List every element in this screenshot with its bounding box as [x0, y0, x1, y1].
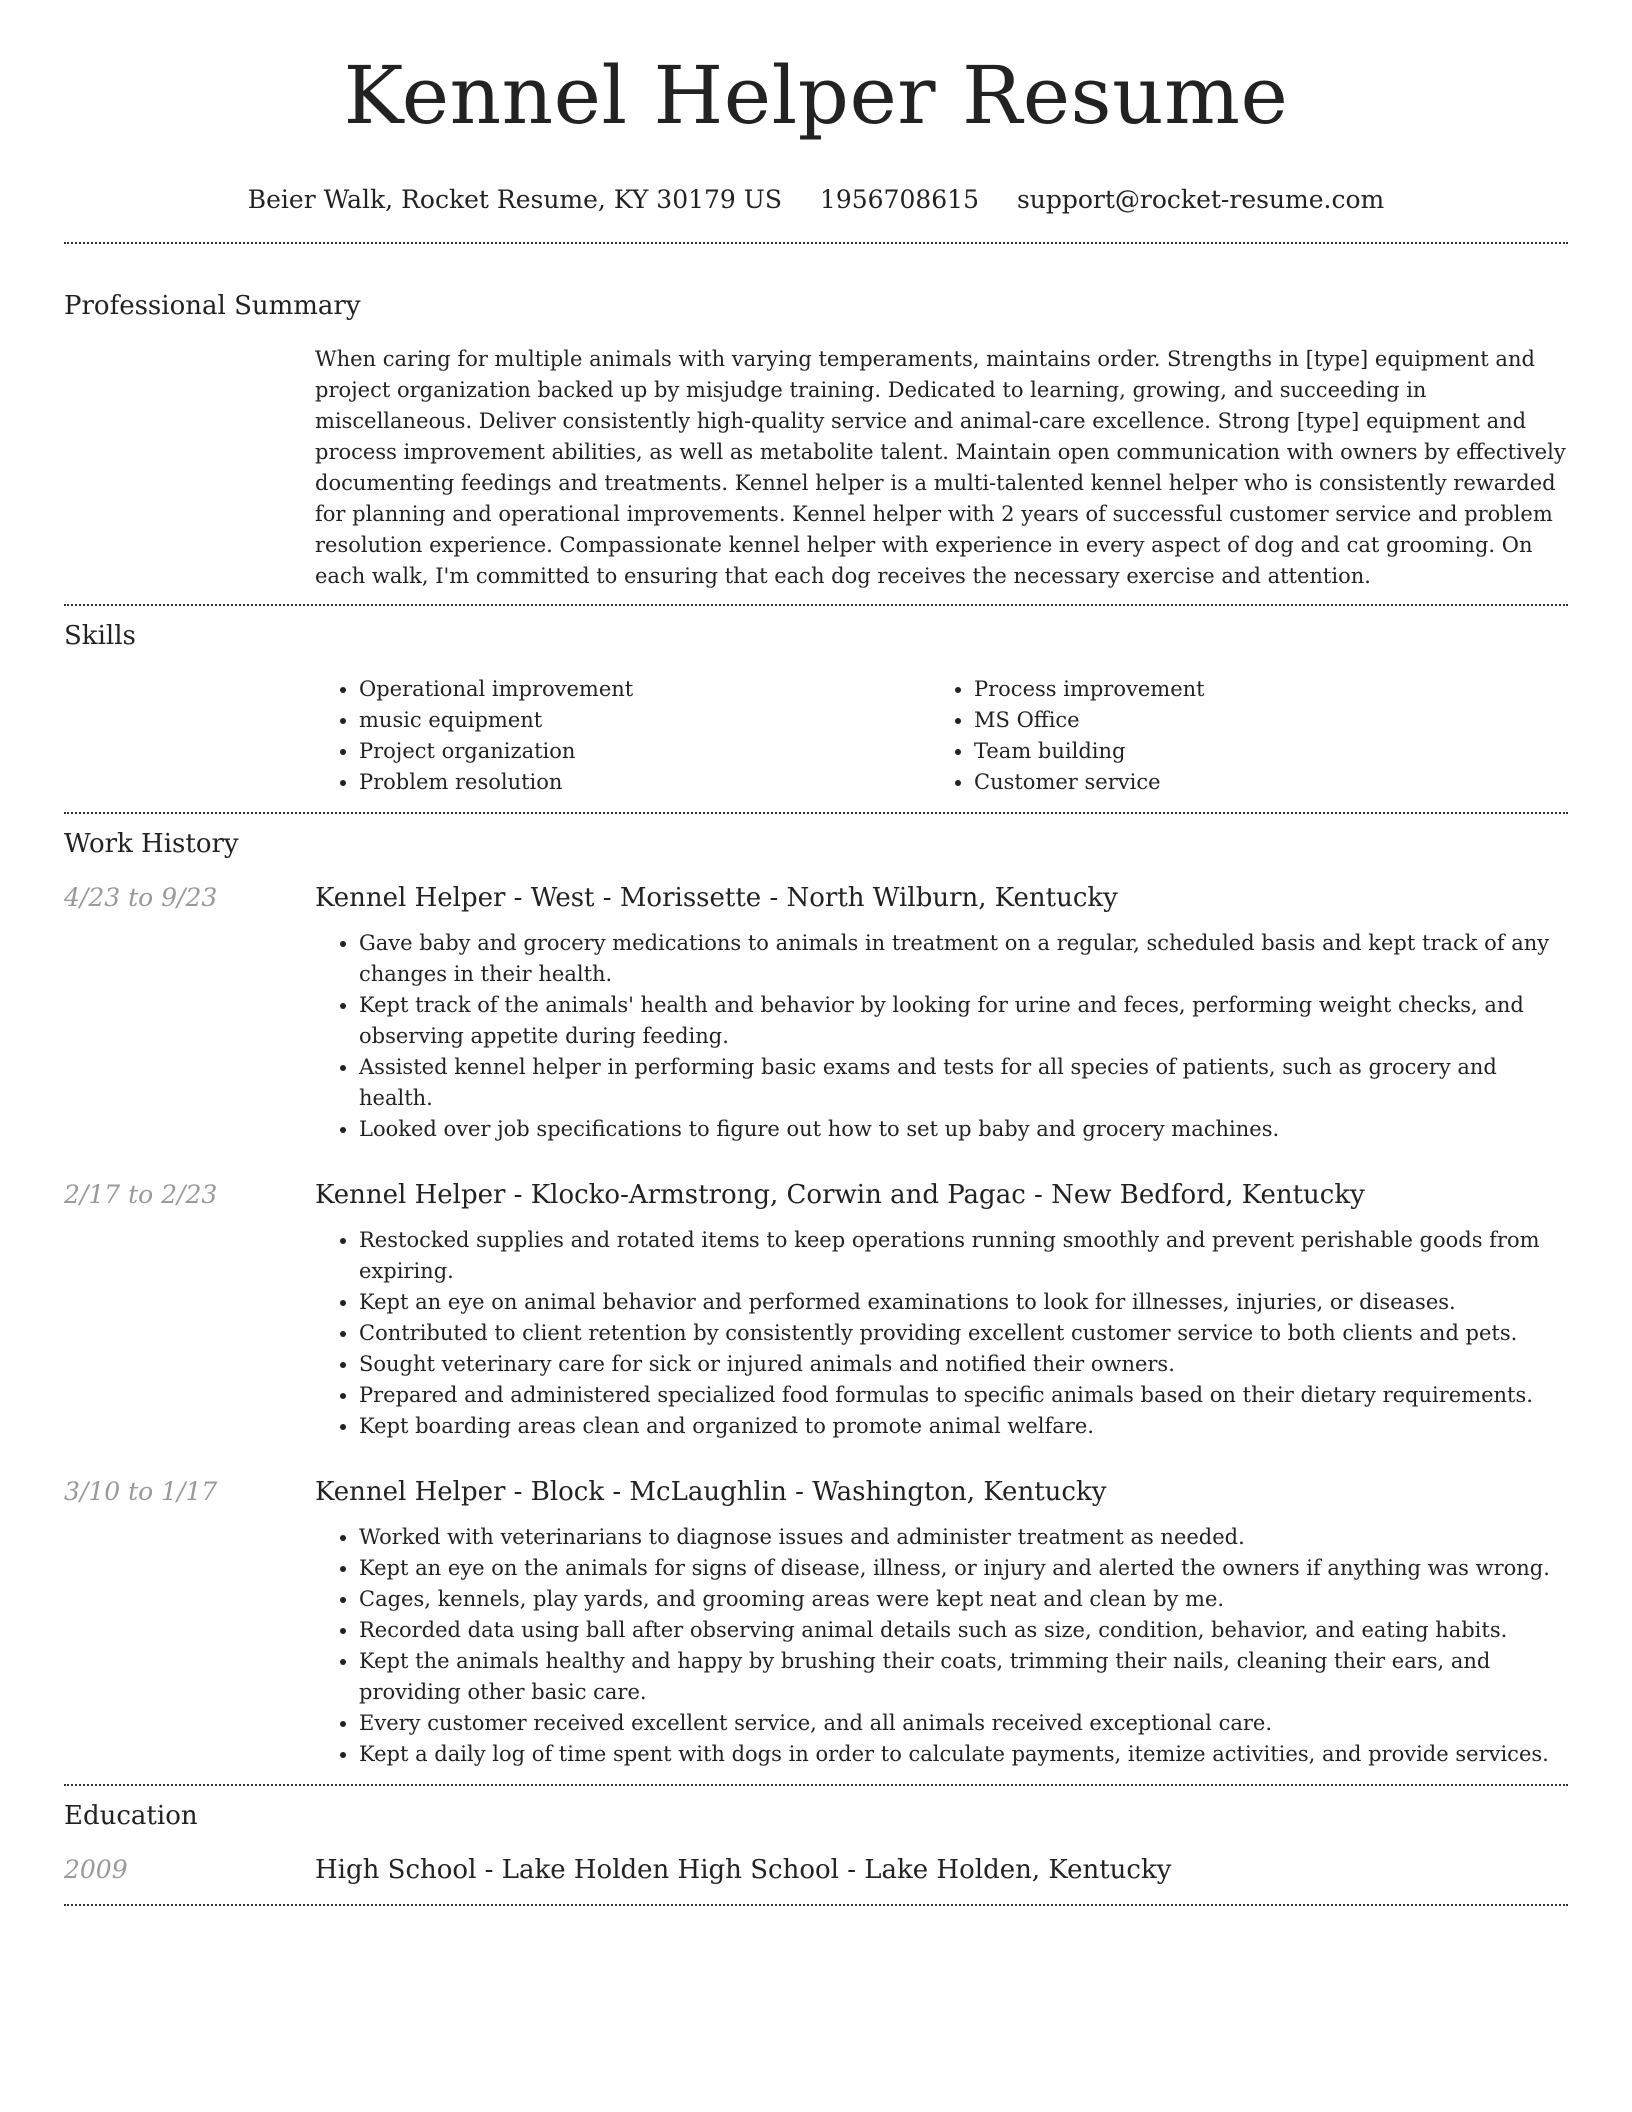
education-section: [64, 1798, 1568, 1886]
job-bullet: • Kept track of the animals' health and behavior by looking for urine and feces, performing weight checks, and observing appetite during feeding.: [359, 990, 1568, 1052]
divider: [64, 1784, 1568, 1786]
job-entry: [64, 882, 1568, 1145]
skill-item: • Team building: [974, 736, 1544, 767]
job-bullet: • Kept an eye on the animals for signs of disease, illness, or injury and alerted the owners if anything was wrong.: [359, 1553, 1568, 1584]
resume-title: Kennel Helper Resume: [343, 49, 1289, 142]
job-bullet: • Restocked supplies and rotated items to keep operations running smoothly and prevent perishable goods from expiring.: [359, 1225, 1568, 1287]
job-dates: 4/23 to 9/23: [64, 883, 218, 912]
skills-column-left: [315, 674, 929, 798]
summary-text: When caring for multiple animals with varying temperaments, maintains order. Strengths in [type] equipment and project organization backed up by misjudge training. Dedicated to learning, growing, and succeeding in miscellaneous. Deliver consistently high-quality service and animal-care excellence. Strong [type] equipment and process improvement abilities, as well as metabolite talent. Maintain open communication with owners by effectively documenting feedings and treatments. Kennel helper is a multi-talented kennel helper who is consistently rewarded for planning and operational improvements. Kennel helper with 2 years of successful customer service and problem resolution experience. Compassionate kennel helper with experience in every aspect of dog and cat grooming. On each walk, I'm committed to ensuring that each dog receives the necessary exercise and attention.: [315, 347, 1566, 588]
job-bullets: [315, 1522, 1568, 1770]
job-bullet: • Gave baby and grocery medications to animals in treatment on a regular, scheduled basis and kept track of any changes in their health.: [359, 928, 1568, 990]
contact-phone: 1956708615: [819, 185, 979, 214]
resume-page: [64, 0, 1568, 1906]
skill-item: • Project organization: [359, 736, 929, 767]
job-bullets: [315, 928, 1568, 1145]
job-body: [315, 882, 1568, 1145]
job-bullet: • Sought veterinary care for sick or injured animals and notified their owners.: [359, 1349, 1568, 1380]
job-bullet: • Kept an eye on animal behavior and performed examinations to look for illnesses, injuries, or diseases.: [359, 1287, 1568, 1318]
divider: [64, 242, 1568, 244]
job-bullet: • Every customer received excellent service, and all animals received exceptional care.: [359, 1708, 1568, 1739]
skill-item: • Problem resolution: [359, 767, 929, 798]
contact-email: support@rocket-resume.com: [1016, 185, 1385, 214]
job-bullet: • Recorded data using ball after observing animal details such as size, condition, behavior, and eating habits.: [359, 1615, 1568, 1646]
job-entry: [64, 1476, 1568, 1770]
job-bullets: [315, 1225, 1568, 1442]
job-bullet: • Prepared and administered specialized food formulas to specific animals based on their dietary requirements.: [359, 1380, 1568, 1411]
skills-column-right: [929, 674, 1544, 798]
job-title: Kennel Helper - Block - McLaughlin - Washington, Kentucky: [315, 1477, 1107, 1507]
job-bullet: • Worked with veterinarians to diagnose issues and administer treatment as needed.: [359, 1522, 1568, 1553]
skills-list: [315, 674, 1568, 798]
skill-item: • Process improvement: [974, 674, 1544, 705]
job-bullet: • Cages, kennels, play yards, and grooming areas were kept neat and clean by me.: [359, 1584, 1568, 1615]
contact-address: Beier Walk, Rocket Resume, KY 30179 US: [247, 185, 782, 214]
skills-section: [64, 618, 1568, 798]
education-body: [315, 1854, 1568, 1886]
job-bullet: • Looked over job specifications to figure out how to set up baby and grocery machines.: [359, 1114, 1568, 1145]
job-title: Kennel Helper - West - Morissette - North Wilburn, Kentucky: [315, 883, 1118, 913]
education-year: 2009: [64, 1855, 128, 1884]
job-bullet: • Assisted kennel helper in performing basic exams and tests for all species of patients, such as grocery and health.: [359, 1052, 1568, 1114]
work-heading: Work History: [64, 829, 239, 859]
education-heading: Education: [64, 1801, 198, 1831]
job-bullet: • Kept the animals healthy and happy by brushing their coats, trimming their nails, cleaning their ears, and providing other basic care.: [359, 1646, 1568, 1708]
job-bullet: • Contributed to client retention by consistently providing excellent customer service to both clients and pets.: [359, 1318, 1568, 1349]
job-bullet: • Kept a daily log of time spent with dogs in order to calculate payments, itemize activities, and provide services.: [359, 1739, 1568, 1770]
education-entry: [64, 1854, 1568, 1886]
skill-item: • music equipment: [359, 705, 929, 736]
contact-line: [64, 184, 1568, 216]
divider: [64, 604, 1568, 606]
divider: [64, 812, 1568, 814]
skills-heading: Skills: [64, 621, 136, 651]
work-section: [64, 826, 1568, 1770]
job-bullet: • Kept boarding areas clean and organized to promote animal welfare.: [359, 1411, 1568, 1442]
job-title: Kennel Helper - Klocko-Armstrong, Corwin and Pagac - New Bedford, Kentucky: [315, 1180, 1365, 1210]
summary-section: [64, 288, 1568, 592]
skill-item: • Customer service: [974, 767, 1544, 798]
skill-item: • MS Office: [974, 705, 1544, 736]
education-title: High School - Lake Holden High School - Lake Holden, Kentucky: [315, 1855, 1172, 1885]
summary-heading: Professional Summary: [64, 291, 361, 321]
job-body: [315, 1476, 1568, 1770]
job-dates: 3/10 to 1/17: [64, 1477, 218, 1506]
divider: [64, 1904, 1568, 1906]
job-entry: [64, 1179, 1568, 1442]
skill-item: • Operational improvement: [359, 674, 929, 705]
job-dates: 2/17 to 2/23: [64, 1180, 218, 1209]
job-body: [315, 1179, 1568, 1442]
